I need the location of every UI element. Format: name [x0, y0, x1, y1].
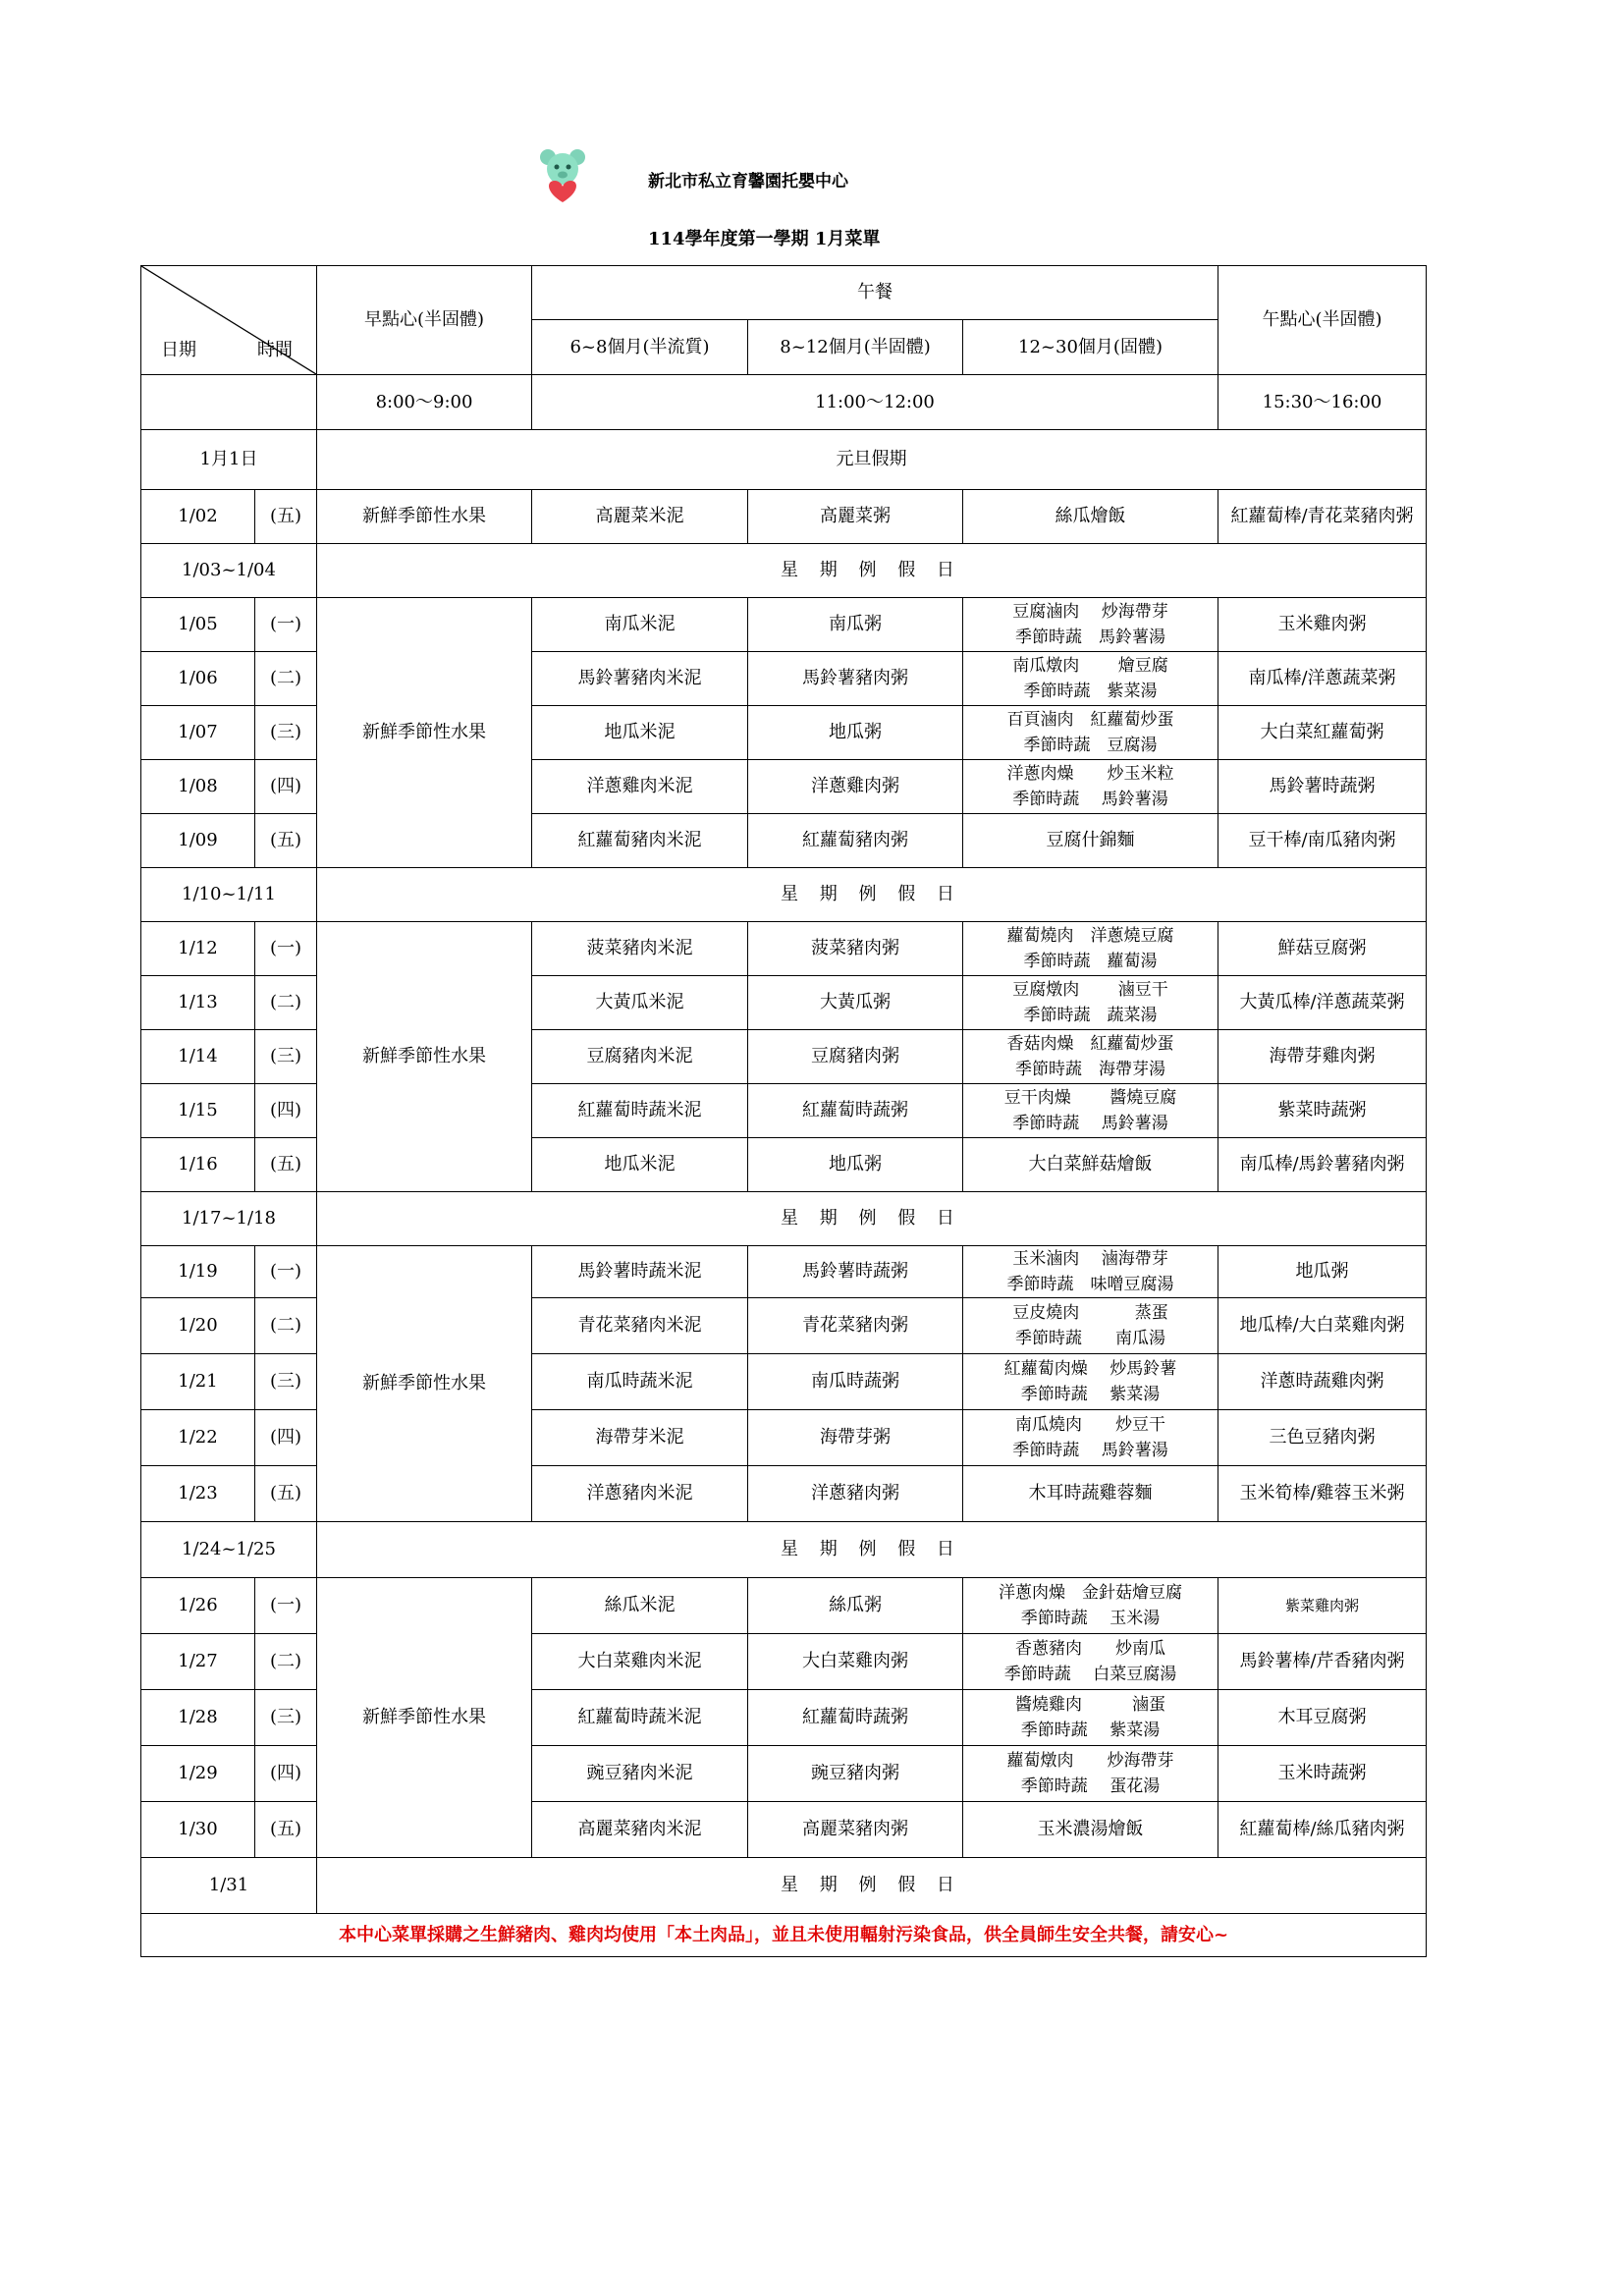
menu-row — [141, 1858, 1427, 1914]
corner-header — [141, 266, 317, 375]
date-cell: 1/06 — [141, 652, 255, 706]
date-cell: 1/29 — [141, 1746, 255, 1802]
lunch-12-30-cell — [963, 1246, 1218, 1298]
lunch-6-8-cell: 地瓜米泥 — [532, 706, 748, 760]
lunch-12-30-cell — [963, 1298, 1218, 1354]
lunch-12-30-cell — [963, 760, 1218, 814]
afternoon-time: 15:30～16:00 — [1218, 375, 1427, 430]
lunch-dish-line: 季節時蔬 蔬菜湯 — [1023, 1006, 1158, 1025]
date-cell: 1/17~1/18 — [141, 1192, 317, 1246]
afternoon-snack-cell: 鮮菇豆腐粥 — [1218, 922, 1427, 976]
lunch-12-30-header: 12~30個月(固體) — [963, 320, 1218, 375]
lunch-8-12-cell: 洋蔥豬肉粥 — [748, 1466, 963, 1522]
weekday-cell: (一) — [255, 598, 317, 652]
afternoon-snack-cell: 玉米筍棒/雞蓉玉米粥 — [1218, 1466, 1427, 1522]
afternoon-snack-cell: 紅蘿蔔棒/絲瓜豬肉粥 — [1218, 1802, 1427, 1858]
lunch-12-30-cell: 絲瓜燴飯 — [963, 490, 1218, 544]
lunch-dish-line: 洋蔥肉燥 金針菇燴豆腐 — [999, 1583, 1182, 1603]
date-cell: 1/10~1/11 — [141, 868, 317, 922]
afternoon-snack-cell: 三色豆豬肉粥 — [1218, 1410, 1427, 1466]
lunch-dish-line: 醬燒雞肉 滷蛋 — [1015, 1695, 1165, 1715]
morning-snack-cell: 新鮮季節性水果 — [317, 1578, 532, 1858]
weekday-cell: (四) — [255, 760, 317, 814]
afternoon-snack-cell: 馬鈴薯棒/芹香豬肉粥 — [1218, 1634, 1427, 1690]
lunch-6-8-cell: 豌豆豬肉米泥 — [532, 1746, 748, 1802]
lunch-6-8-cell: 洋蔥雞肉米泥 — [532, 760, 748, 814]
menu-row — [141, 544, 1427, 598]
afternoon-snack-cell: 紫菜雞肉粥 — [1218, 1578, 1427, 1634]
menu-row — [141, 1246, 1427, 1298]
weekday-cell: (五) — [255, 1138, 317, 1192]
date-cell: 1/05 — [141, 598, 255, 652]
menu-row — [141, 1192, 1427, 1246]
footer-row — [141, 1914, 1427, 1957]
afternoon-snack-cell: 地瓜粥 — [1218, 1246, 1427, 1298]
teddy-bear-heart-logo — [538, 147, 587, 204]
lunch-dish-line: 季節時蔬 馬鈴薯湯 — [1012, 1441, 1168, 1460]
morning-snack-cell: 新鮮季節性水果 — [317, 1246, 532, 1522]
lunch-8-12-cell: 南瓜粥 — [748, 598, 963, 652]
menu-row — [141, 922, 1427, 976]
weekday-cell: (一) — [255, 1578, 317, 1634]
lunch-12-30-cell — [963, 652, 1218, 706]
corner-time-label: 時間 — [257, 340, 293, 360]
date-cell: 1/15 — [141, 1084, 255, 1138]
afternoon-snack-cell: 紅蘿蔔棒/青花菜豬肉粥 — [1218, 490, 1427, 544]
weekday-cell: (五) — [255, 490, 317, 544]
lunch-dish-line: 紅蘿蔔肉燥 炒馬鈴薯 — [1003, 1359, 1177, 1379]
afternoon-snack-cell: 玉米時蔬粥 — [1218, 1746, 1427, 1802]
weekday-cell: (三) — [255, 1030, 317, 1084]
lunch-6-8-cell: 高麗菜豬肉米泥 — [532, 1802, 748, 1858]
lunch-dish-line: 豆腐滷肉 炒海帶芽 — [1012, 602, 1168, 622]
lunch-8-12-cell: 地瓜粥 — [748, 1138, 963, 1192]
lunch-8-12-cell: 大黃瓜粥 — [748, 976, 963, 1030]
holiday-cell: 元旦假期 — [317, 430, 1427, 490]
lunch-dish-line: 季節時蔬 蛋花湯 — [1020, 1777, 1161, 1796]
lunch-dish-line: 季節時蔬 玉米湯 — [1020, 1609, 1161, 1628]
lunch-6-8-cell: 紅蘿蔔豬肉米泥 — [532, 814, 748, 868]
lunch-8-12-cell: 海帶芽粥 — [748, 1410, 963, 1466]
lunch-6-8-cell: 大白菜雞肉米泥 — [532, 1634, 748, 1690]
lunch-dish-line: 季節時蔬 白菜豆腐湯 — [1003, 1665, 1177, 1684]
morning-snack-cell: 新鮮季節性水果 — [317, 598, 532, 868]
lunch-12-30-cell — [963, 1578, 1218, 1634]
lunch-8-12-header: 8~12個月(半固體) — [748, 320, 963, 375]
lunch-dish-line: 洋蔥肉燥 炒玉米粒 — [1006, 764, 1174, 784]
menu-row — [141, 868, 1427, 922]
lunch-12-30-cell — [963, 1634, 1218, 1690]
afternoon-snack-cell: 南瓜棒/馬鈴薯豬肉粥 — [1218, 1138, 1427, 1192]
afternoon-snack-cell: 馬鈴薯時蔬粥 — [1218, 760, 1427, 814]
date-cell: 1/24~1/25 — [141, 1522, 317, 1578]
lunch-8-12-cell: 紅蘿蔔豬肉粥 — [748, 814, 963, 868]
date-cell: 1月1日 — [141, 430, 317, 490]
lunch-8-12-cell: 洋蔥雞肉粥 — [748, 760, 963, 814]
lunch-12-30-cell — [963, 706, 1218, 760]
lunch-8-12-cell: 紅蘿蔔時蔬粥 — [748, 1084, 963, 1138]
date-cell: 1/21 — [141, 1354, 255, 1410]
lunch-8-12-cell: 豌豆豬肉粥 — [748, 1746, 963, 1802]
lunch-8-12-cell: 馬鈴薯時蔬粥 — [748, 1246, 963, 1298]
lunch-6-8-cell: 紅蘿蔔時蔬米泥 — [532, 1690, 748, 1746]
date-spacer — [141, 375, 317, 430]
date-cell: 1/08 — [141, 760, 255, 814]
afternoon-snack-cell: 豆干棒/南瓜豬肉粥 — [1218, 814, 1427, 868]
afternoon-snack-cell: 大白菜紅蘿蔔粥 — [1218, 706, 1427, 760]
weekday-cell: (二) — [255, 1298, 317, 1354]
lunch-dish-line: 季節時蔬 紫菜湯 — [1020, 1385, 1161, 1404]
lunch-12-30-cell — [963, 1084, 1218, 1138]
lunch-8-12-cell: 絲瓜粥 — [748, 1578, 963, 1634]
lunch-12-30-cell: 豆腐什錦麵 — [963, 814, 1218, 868]
lunch-time: 11:00～12:00 — [532, 375, 1218, 430]
lunch-6-8-cell: 馬鈴薯時蔬米泥 — [532, 1246, 748, 1298]
morning-snack-header: 早點心(半固體) — [317, 266, 532, 375]
lunch-dish-line: 蘿蔔燒肉 洋蔥燒豆腐 — [1006, 926, 1174, 946]
lunch-6-8-cell: 大黃瓜米泥 — [532, 976, 748, 1030]
lunch-8-12-cell: 南瓜時蔬粥 — [748, 1354, 963, 1410]
lunch-dish-line: 豆皮燒肉 蒸蛋 — [1012, 1303, 1168, 1323]
lunch-dish-line: 香蔥豬肉 炒南瓜 — [1015, 1639, 1165, 1659]
date-cell: 1/07 — [141, 706, 255, 760]
morning-time: 8:00～9:00 — [317, 375, 532, 430]
footer-note: 本中心菜單採購之生鮮豬肉、雞肉均使用「本土肉品」，並且未使用輻射污染食品，供全員師生安全共餐，請安心~ — [141, 1914, 1427, 1957]
date-cell: 1/27 — [141, 1634, 255, 1690]
menu-row — [141, 1522, 1427, 1578]
morning-snack-cell: 新鮮季節性水果 — [317, 922, 532, 1192]
afternoon-snack-cell: 海帶芽雞肉粥 — [1218, 1030, 1427, 1084]
menu-table — [140, 265, 1427, 1957]
afternoon-snack-cell: 地瓜棒/大白菜雞肉粥 — [1218, 1298, 1427, 1354]
weekday-cell: (四) — [255, 1084, 317, 1138]
weekday-cell: (二) — [255, 976, 317, 1030]
lunch-8-12-cell: 豆腐豬肉粥 — [748, 1030, 963, 1084]
lunch-6-8-header: 6~8個月(半流質) — [532, 320, 748, 375]
date-cell: 1/12 — [141, 922, 255, 976]
lunch-dish-line: 豆干肉燥 醬燒豆腐 — [1003, 1088, 1177, 1108]
lunch-12-30-cell — [963, 1410, 1218, 1466]
menu-title: 114學年度第一學期 1月菜單 — [648, 229, 881, 249]
date-cell: 1/26 — [141, 1578, 255, 1634]
lunch-dish-line: 季節時蔬 海帶芽湯 — [1015, 1060, 1165, 1079]
lunch-6-8-cell: 豆腐豬肉米泥 — [532, 1030, 748, 1084]
lunch-dish-line: 南瓜燉肉 燴豆腐 — [1012, 656, 1168, 676]
lunch-6-8-cell: 南瓜米泥 — [532, 598, 748, 652]
lunch-12-30-cell — [963, 1354, 1218, 1410]
weekday-cell: (一) — [255, 1246, 317, 1298]
lunch-dish-line: 季節時蔬 紫菜湯 — [1023, 682, 1158, 701]
lunch-6-8-cell: 紅蘿蔔時蔬米泥 — [532, 1084, 748, 1138]
lunch-6-8-cell: 絲瓜米泥 — [532, 1578, 748, 1634]
center-name: 新北市私立育馨園托嬰中心 — [648, 172, 848, 191]
lunch-12-30-cell — [963, 1746, 1218, 1802]
weekday-cell: (三) — [255, 1690, 317, 1746]
lunch-6-8-cell: 南瓜時蔬米泥 — [532, 1354, 748, 1410]
weekday-cell: (一) — [255, 922, 317, 976]
date-cell: 1/16 — [141, 1138, 255, 1192]
afternoon-snack-cell: 紫菜時蔬粥 — [1218, 1084, 1427, 1138]
lunch-dish-line: 季節時蔬 南瓜湯 — [1015, 1329, 1165, 1348]
lunch-8-12-cell: 菠菜豬肉粥 — [748, 922, 963, 976]
lunch-12-30-cell: 大白菜鮮菇燴飯 — [963, 1138, 1218, 1192]
lunch-dish-line: 季節時蔬 馬鈴薯湯 — [1012, 790, 1168, 809]
weekday-cell: (四) — [255, 1746, 317, 1802]
lunch-8-12-cell: 高麗菜粥 — [748, 490, 963, 544]
date-cell: 1/09 — [141, 814, 255, 868]
weekday-cell: (五) — [255, 814, 317, 868]
holiday-cell: 星 期 例 假 日 — [317, 868, 1427, 922]
menu-row — [141, 430, 1427, 490]
lunch-dish-line: 豆腐燉肉 滷豆干 — [1012, 980, 1168, 1000]
weekday-cell: (五) — [255, 1466, 317, 1522]
date-cell: 1/13 — [141, 976, 255, 1030]
date-cell: 1/19 — [141, 1246, 255, 1298]
lunch-dish-line: 玉米滷肉 滷海帶芽 — [1012, 1249, 1168, 1269]
afternoon-snack-cell: 木耳豆腐粥 — [1218, 1690, 1427, 1746]
corner-date-label: 日期 — [161, 340, 196, 360]
date-cell: 1/22 — [141, 1410, 255, 1466]
lunch-8-12-cell: 馬鈴薯豬肉粥 — [748, 652, 963, 706]
lunch-6-8-cell: 高麗菜米泥 — [532, 490, 748, 544]
lunch-dish-line: 蘿蔔燉肉 炒海帶芽 — [1006, 1751, 1174, 1771]
afternoon-snack-cell: 洋蔥時蔬雞肉粥 — [1218, 1354, 1427, 1410]
lunch-6-8-cell: 海帶芽米泥 — [532, 1410, 748, 1466]
weekday-cell: (五) — [255, 1802, 317, 1858]
lunch-12-30-cell — [963, 1690, 1218, 1746]
lunch-dish-line: 季節時蔬 豆腐湯 — [1023, 736, 1158, 755]
lunch-dish-line: 季節時蔬 味噌豆腐湯 — [1006, 1275, 1174, 1294]
holiday-cell: 星 期 例 假 日 — [317, 1192, 1427, 1246]
lunch-6-8-cell: 菠菜豬肉米泥 — [532, 922, 748, 976]
lunch-12-30-cell — [963, 922, 1218, 976]
menu-row — [141, 1578, 1427, 1634]
weekday-cell: (三) — [255, 706, 317, 760]
morning-snack-cell: 新鮮季節性水果 — [317, 490, 532, 544]
weekday-cell: (四) — [255, 1410, 317, 1466]
lunch-6-8-cell: 馬鈴薯豬肉米泥 — [532, 652, 748, 706]
lunch-12-30-cell: 木耳時蔬雞蓉麵 — [963, 1466, 1218, 1522]
afternoon-snack-cell: 南瓜棒/洋蔥蔬菜粥 — [1218, 652, 1427, 706]
lunch-dish-line: 季節時蔬 紫菜湯 — [1020, 1721, 1161, 1740]
lunch-dish-line: 季節時蔬 馬鈴薯湯 — [1012, 1114, 1168, 1133]
lunch-6-8-cell: 青花菜豬肉米泥 — [532, 1298, 748, 1354]
date-cell: 1/31 — [141, 1858, 317, 1914]
lunch-dish-line: 季節時蔬 蘿蔔湯 — [1023, 952, 1158, 971]
menu-row — [141, 598, 1427, 652]
lunch-8-12-cell: 青花菜豬肉粥 — [748, 1298, 963, 1354]
holiday-cell: 星 期 例 假 日 — [317, 1522, 1427, 1578]
date-cell: 1/02 — [141, 490, 255, 544]
date-cell: 1/28 — [141, 1690, 255, 1746]
holiday-cell: 星 期 例 假 日 — [317, 544, 1427, 598]
lunch-6-8-cell: 洋蔥豬肉米泥 — [532, 1466, 748, 1522]
afternoon-snack-cell: 玉米雞肉粥 — [1218, 598, 1427, 652]
lunch-dish-line: 季節時蔬 馬鈴薯湯 — [1015, 628, 1165, 647]
lunch-12-30-cell — [963, 1030, 1218, 1084]
lunch-12-30-cell — [963, 598, 1218, 652]
lunch-8-12-cell: 高麗菜豬肉粥 — [748, 1802, 963, 1858]
menu-row — [141, 490, 1427, 544]
lunch-12-30-cell: 玉米濃湯燴飯 — [963, 1802, 1218, 1858]
lunch-dish-line: 百頁滷肉 紅蘿蔔炒蛋 — [1006, 710, 1174, 730]
afternoon-snack-header: 午點心(半固體) — [1218, 266, 1427, 375]
holiday-cell: 星 期 例 假 日 — [317, 1858, 1427, 1914]
weekday-cell: (二) — [255, 1634, 317, 1690]
weekday-cell: (二) — [255, 652, 317, 706]
date-cell: 1/23 — [141, 1466, 255, 1522]
lunch-6-8-cell: 地瓜米泥 — [532, 1138, 748, 1192]
date-cell: 1/03~1/04 — [141, 544, 317, 598]
lunch-8-12-cell: 紅蘿蔔時蔬粥 — [748, 1690, 963, 1746]
lunch-dish-line: 香菇肉燥 紅蘿蔔炒蛋 — [1006, 1034, 1174, 1054]
date-cell: 1/20 — [141, 1298, 255, 1354]
lunch-8-12-cell: 大白菜雞肉粥 — [748, 1634, 963, 1690]
lunch-dish-line: 南瓜燒肉 炒豆干 — [1015, 1415, 1165, 1435]
lunch-8-12-cell: 地瓜粥 — [748, 706, 963, 760]
weekday-cell: (三) — [255, 1354, 317, 1410]
afternoon-snack-cell: 大黃瓜棒/洋蔥蔬菜粥 — [1218, 976, 1427, 1030]
lunch-12-30-cell — [963, 976, 1218, 1030]
date-cell: 1/30 — [141, 1802, 255, 1858]
date-cell: 1/14 — [141, 1030, 255, 1084]
lunch-header: 午餐 — [532, 266, 1218, 320]
